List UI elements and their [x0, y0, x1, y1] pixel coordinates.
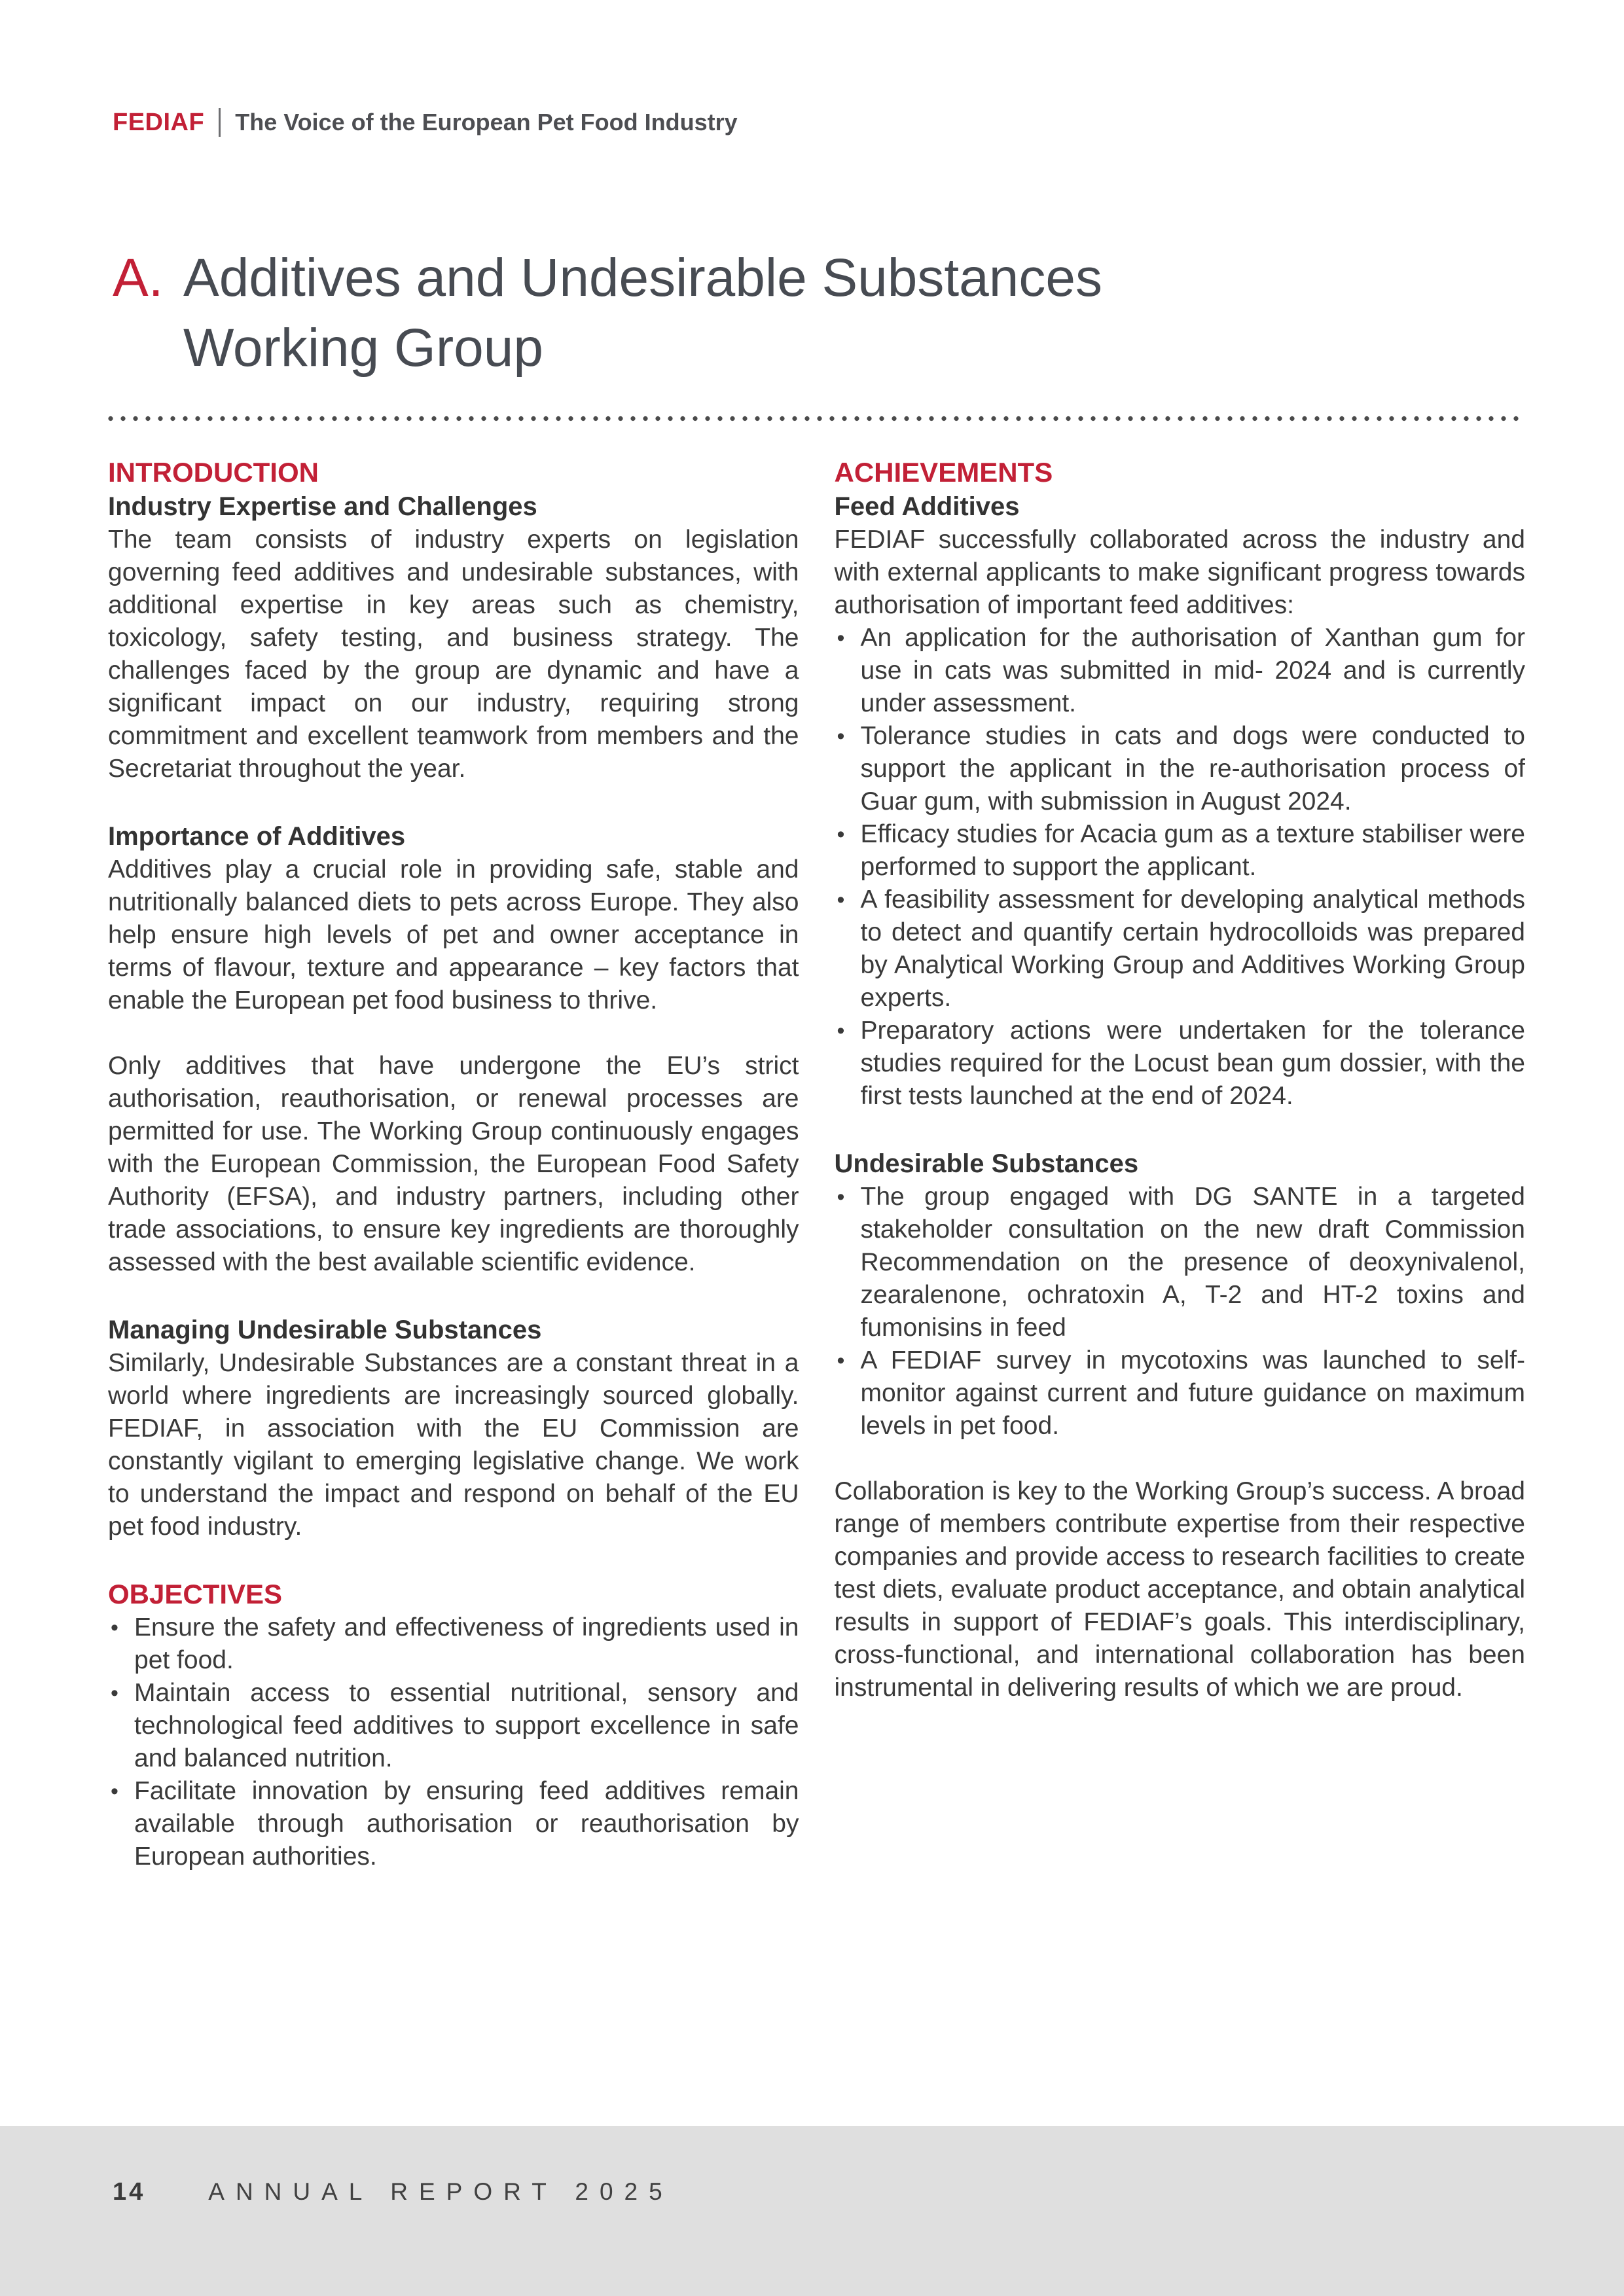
- achievement-text: An application for the authorisation of Xanthan gum for use in cats was submitted in mid- 2024 and is currently under assessment.: [860, 624, 1525, 717]
- feed-additives-list: [835, 622, 1526, 1113]
- list-item: [108, 1611, 799, 1677]
- section-header-achievements: ACHIEVEMENTS: [834, 457, 1053, 488]
- bullet-icon: •: [111, 1681, 118, 1706]
- list-item: [108, 1775, 799, 1873]
- page-footer: [0, 2126, 1624, 2296]
- chapter-title-line-1: [113, 243, 1525, 313]
- bullet-icon: •: [837, 822, 845, 847]
- bullet-icon: •: [837, 888, 845, 912]
- chapter-letter-spacer: [113, 313, 183, 383]
- achievement-text: Efficacy studies for Acacia gum as a texture stabiliser were performed to support the applicant.: [860, 820, 1525, 881]
- section-header-introduction: INTRODUCTION: [108, 457, 319, 488]
- list-item: [835, 818, 1526, 884]
- body-columns: [0, 422, 1624, 1873]
- list-item: [835, 720, 1526, 818]
- report-title: ANNUAL REPORT 2025: [208, 2178, 674, 2205]
- brand-logo-text: FEDIAF: [113, 108, 205, 136]
- achievement-text: A FEDIAF survey in mycotoxins was launched to self-monitor against current and future guidance on maximum levels in pet food.: [860, 1346, 1525, 1440]
- page-number: 14: [113, 2178, 146, 2206]
- achievement-text: A feasibility assessment for developing analytical methods to detect and quantify certain hydrocolloids was prepared by Analytical Working Group and Additives Working Group experts.: [860, 886, 1525, 1012]
- paragraph-managing-1: Similarly, Undesirable Substances are a constant threat in a world where ingredients are increasingly sourced globally. FEDIAF, in association with the EU Commission are constantly vigilant to emerging legislative change. We work to understand the impact and respond on behalf of the EU pet food industry.: [108, 1349, 799, 1541]
- paragraph-achievements-intro: FEDIAF successfully collaborated across the industry and with external applicants to make significant progress towards authorisation of important feed additives:: [834, 526, 1525, 619]
- subhead-feed-additives: Feed Additives: [834, 492, 1020, 521]
- page-header: [0, 0, 1624, 137]
- right-column: [835, 456, 1526, 1873]
- header-divider: [219, 108, 221, 137]
- achievement-text: The group engaged with DG SANTE in a targeted stakeholder consultation on the new draft Commission Recommendation on the presence of deoxynivalenol, zearalenone, ochratoxin A, T-2 and HT-2 toxins and fumonisins in feed: [860, 1183, 1525, 1342]
- section-header-objectives: OBJECTIVES: [108, 1579, 283, 1609]
- subhead-undesirable-substances: Undesirable Substances: [834, 1149, 1139, 1178]
- subhead-managing-undesirable-substances: Managing Undesirable Substances: [108, 1316, 542, 1344]
- objective-text: Facilitate innovation by ensuring feed additives remain available through authorisation or reauthorisation by European authorities.: [134, 1777, 799, 1871]
- paragraph-importance-2: Only additives that have undergone the EU’s strict authorisation, reauthorisation, or renewal processes are permitted for use. The Working Group continuously engages with the European Commission, the European Food Safety Authority (EFSA), and industry partners, including other trade associations, to ensure key ingredients are thoroughly assessed with the best available scientific evidence.: [108, 1052, 799, 1276]
- bullet-icon: •: [837, 724, 845, 749]
- dotted-separator: [108, 416, 1525, 422]
- bullet-icon: •: [837, 626, 845, 651]
- achievement-text: Tolerance studies in cats and dogs were conducted to support the applicant in the re-authorisation process of Guar gum, with submission in August 2024.: [860, 722, 1525, 816]
- objective-text: Maintain access to essential nutritional, sensory and technological feed additives to support excellence in safe and balanced nutrition.: [134, 1679, 799, 1772]
- paragraph-importance-1: Additives play a crucial role in providing safe, stable and nutritionally balanced diets to pets across Europe. They also help ensure high levels of pet and owner acceptance in terms of flavour, texture and appearance – key factors that enable the European pet food business to thrive.: [108, 855, 799, 1014]
- chapter-letter: A.: [113, 248, 164, 308]
- bullet-icon: •: [111, 1615, 118, 1640]
- footer-content: [113, 2178, 1624, 2206]
- chapter-title-text-1: Additives and Undesirable Substances: [183, 248, 1102, 308]
- objective-text: Ensure the safety and effectiveness of ingredients used in pet food.: [134, 1613, 799, 1674]
- chapter-title-line-2: [113, 313, 1525, 383]
- subhead-industry-expertise: Industry Expertise and Challenges: [108, 492, 537, 521]
- bullet-icon: •: [837, 1348, 845, 1373]
- list-item: [835, 884, 1526, 1014]
- bullet-icon: •: [837, 1185, 845, 1210]
- chapter-title-text-2: Working Group: [183, 318, 543, 378]
- list-item: [108, 1677, 799, 1775]
- paragraph-introduction-1: The team consists of industry experts on legislation governing feed additives and undesirable substances, with additional expertise in key areas such as chemistry, toxicology, safety testing, and business strategy. The challenges faced by the group are dynamic and have a significant impact on our industry, requiring strong commitment and excellent teamwork from members and the Secretariat throughout the year.: [108, 526, 799, 783]
- paragraph-collaboration: Collaboration is key to the Working Group’s success. A broad range of members contribute expertise from their respective companies and provide access to research facilities to create test diets, evaluate product acceptance, and obtain analytical results in support of FEDIAF’s goals. This interdisciplinary, cross-functional, and international collaboration has been instrumental in delivering results of which we are proud.: [834, 1477, 1525, 1702]
- subhead-importance-of-additives: Importance of Additives: [108, 822, 406, 851]
- undesirable-substances-list: [835, 1181, 1526, 1443]
- bullet-icon: •: [111, 1779, 118, 1804]
- left-column: [108, 456, 799, 1873]
- list-item: [835, 1344, 1526, 1443]
- bullet-icon: •: [837, 1018, 845, 1043]
- brand-tagline: The Voice of the European Pet Food Industry: [235, 109, 738, 135]
- list-item: [835, 1014, 1526, 1113]
- achievement-text: Preparatory actions were undertaken for the tolerance studies required for the Locust bean gum dossier, with the first tests launched at the end of 2024.: [860, 1016, 1525, 1110]
- objectives-list: [108, 1611, 799, 1873]
- list-item: [835, 622, 1526, 720]
- list-item: [835, 1181, 1526, 1344]
- chapter-title: [113, 243, 1525, 383]
